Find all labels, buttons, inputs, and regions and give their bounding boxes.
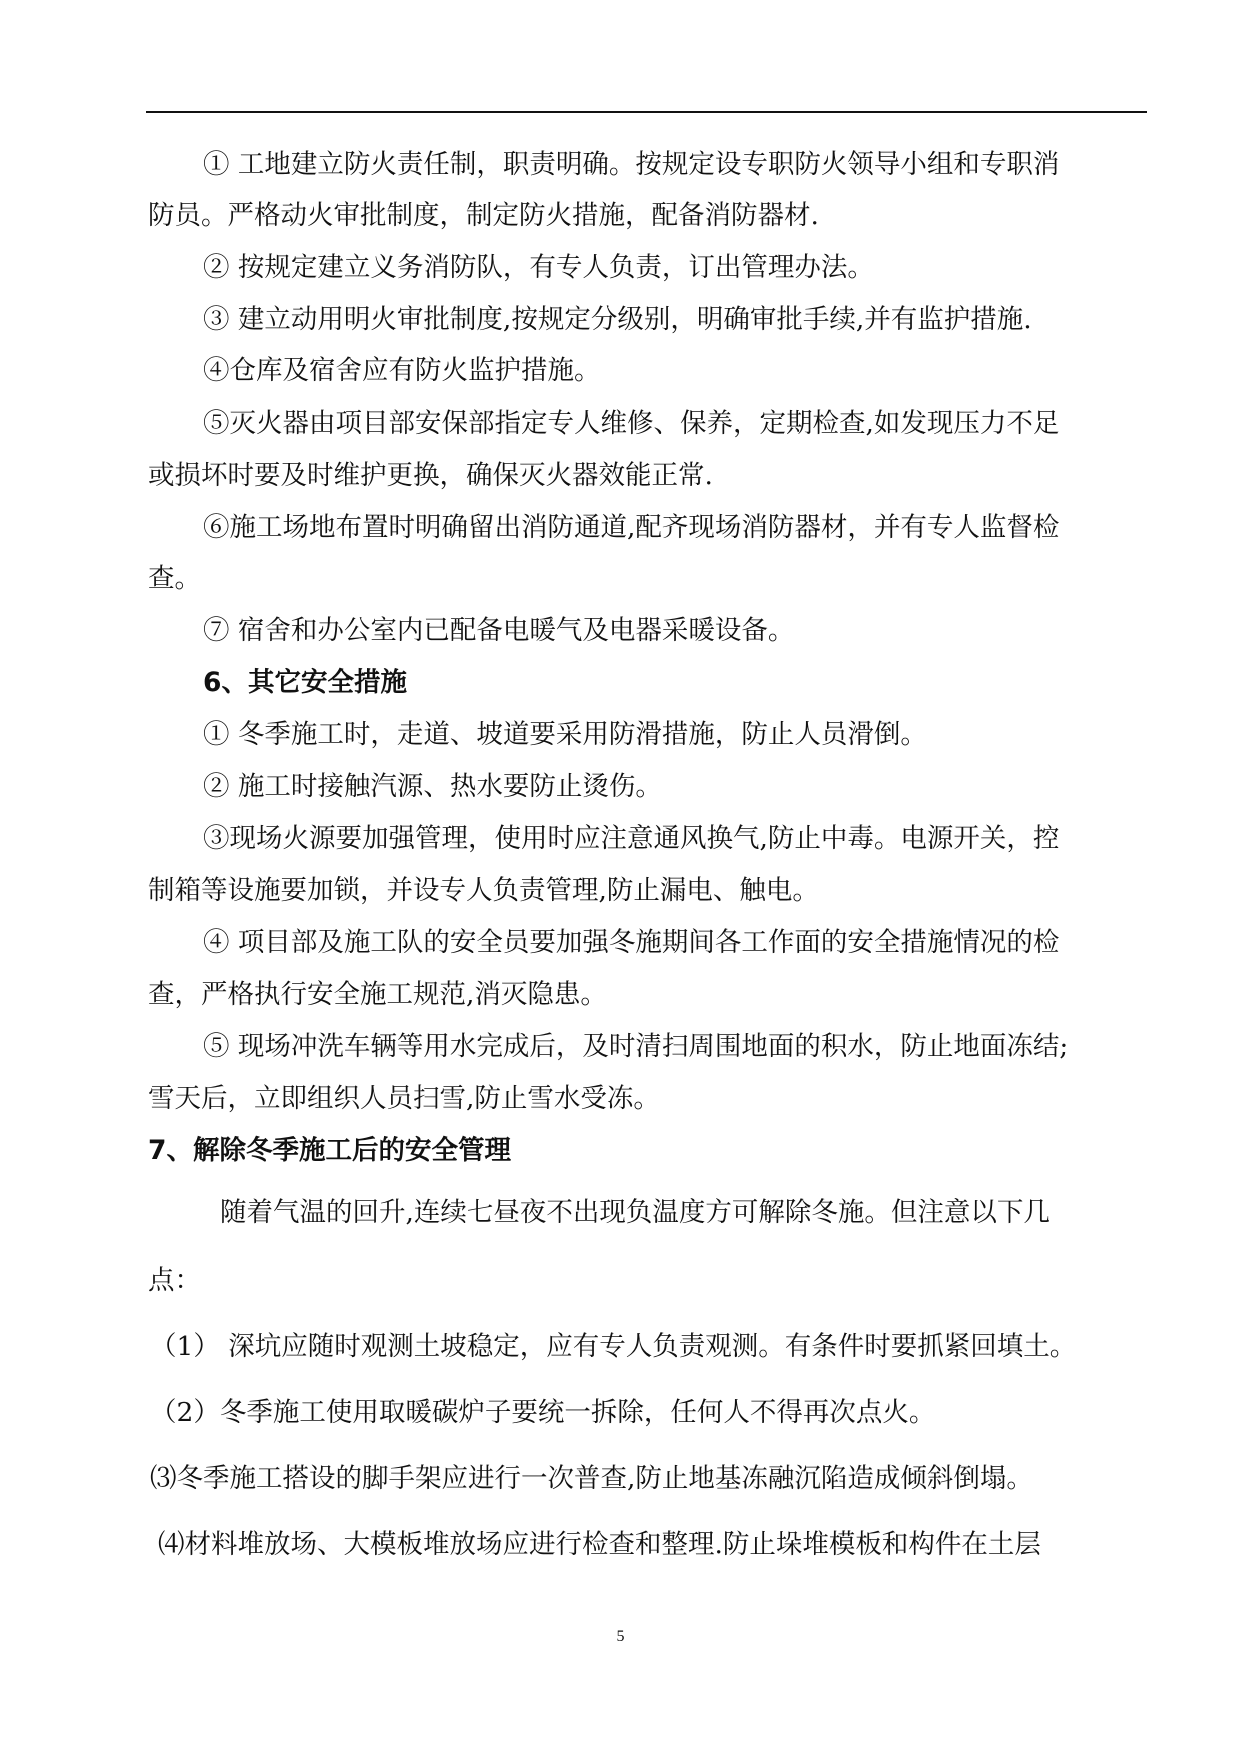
page-number: 5 [616,1628,625,1645]
section-heading: 6、其它安全措施 [203,667,407,698]
list-item: （2）冬季施工使用取暖碳炉子要统一拆除，任何人不得再次点火。 [150,1397,936,1428]
paragraph-line: ① 工地建立防火责任制，职责明确。按规定设专职防火领导小组和专职消 [203,149,1060,180]
paragraph-line: ③现场火源要加强管理，使用时应注意通风换气,防止中毒。电源开关，控 [203,823,1060,854]
paragraph-line: 随着气温的回升,连续七昼夜不出现负温度方可解除冬施。但注意以下几 [220,1197,1050,1228]
paragraph-line: 查，严格执行安全施工规范,消灭隐患。 [148,979,607,1010]
paragraph-line: 防员。严格动火审批制度，制定防火措施，配备消防器材. [148,200,819,231]
list-item: ⑷材料堆放场、大模板堆放场应进行检查和整理.防止垛堆模板和构件在土层 [158,1529,1041,1560]
paragraph-line: ② 施工时接触汽源、热水要防止烫伤。 [203,771,662,802]
paragraph-line: 雪天后，立即组织人员扫雪,防止雪水受冻。 [148,1083,660,1114]
list-item: ⑶冬季施工搭设的脚手架应进行一次普查,防止地基冻融沉陷造成倾斜倒塌。 [150,1463,1033,1494]
header-rule [146,111,1147,113]
paragraph-line: 或损坏时要及时维护更换，确保灭火器效能正常. [148,460,713,491]
paragraph-line: 制箱等设施要加锁，并设专人负责管理,防止漏电、触电。 [148,875,819,906]
paragraph-line: ① 冬季施工时，走道、坡道要采用防滑措施，防止人员滑倒。 [203,719,927,750]
paragraph-line: ⑤灭火器由项目部安保部指定专人维修、保养，定期检查,如发现压力不足 [203,408,1060,439]
paragraph-line: 点： [148,1265,201,1296]
section-heading: 7、解除冬季施工后的安全管理 [148,1135,511,1166]
paragraph-line: ⑦ 宿舍和办公室内已配备电暖气及电器采暖设备。 [203,615,795,646]
paragraph-line: ④仓库及宿舍应有防火监护措施。 [203,355,601,386]
paragraph-line: 查。 [148,563,201,594]
list-item: （1） 深坑应随时观测土坡稳定，应有专人负责观测。有条件时要抓紧回填土。 [150,1331,1077,1362]
paragraph-line: ④ 项目部及施工队的安全员要加强冬施期间各工作面的安全措施情况的检 [203,927,1060,958]
paragraph-line: ⑤ 现场冲洗车辆等用水完成后，及时清扫周围地面的积水，防止地面冻结; [203,1031,1069,1062]
paragraph-line: ③ 建立动用明火审批制度,按规定分级别，明确审批手续,并有监护措施. [203,304,1032,335]
paragraph-line: ② 按规定建立义务消防队，有专人负责，订出管理办法。 [203,252,874,283]
paragraph-line: ⑥施工场地布置时明确留出消防通道,配齐现场消防器材，并有专人监督检 [203,512,1060,543]
